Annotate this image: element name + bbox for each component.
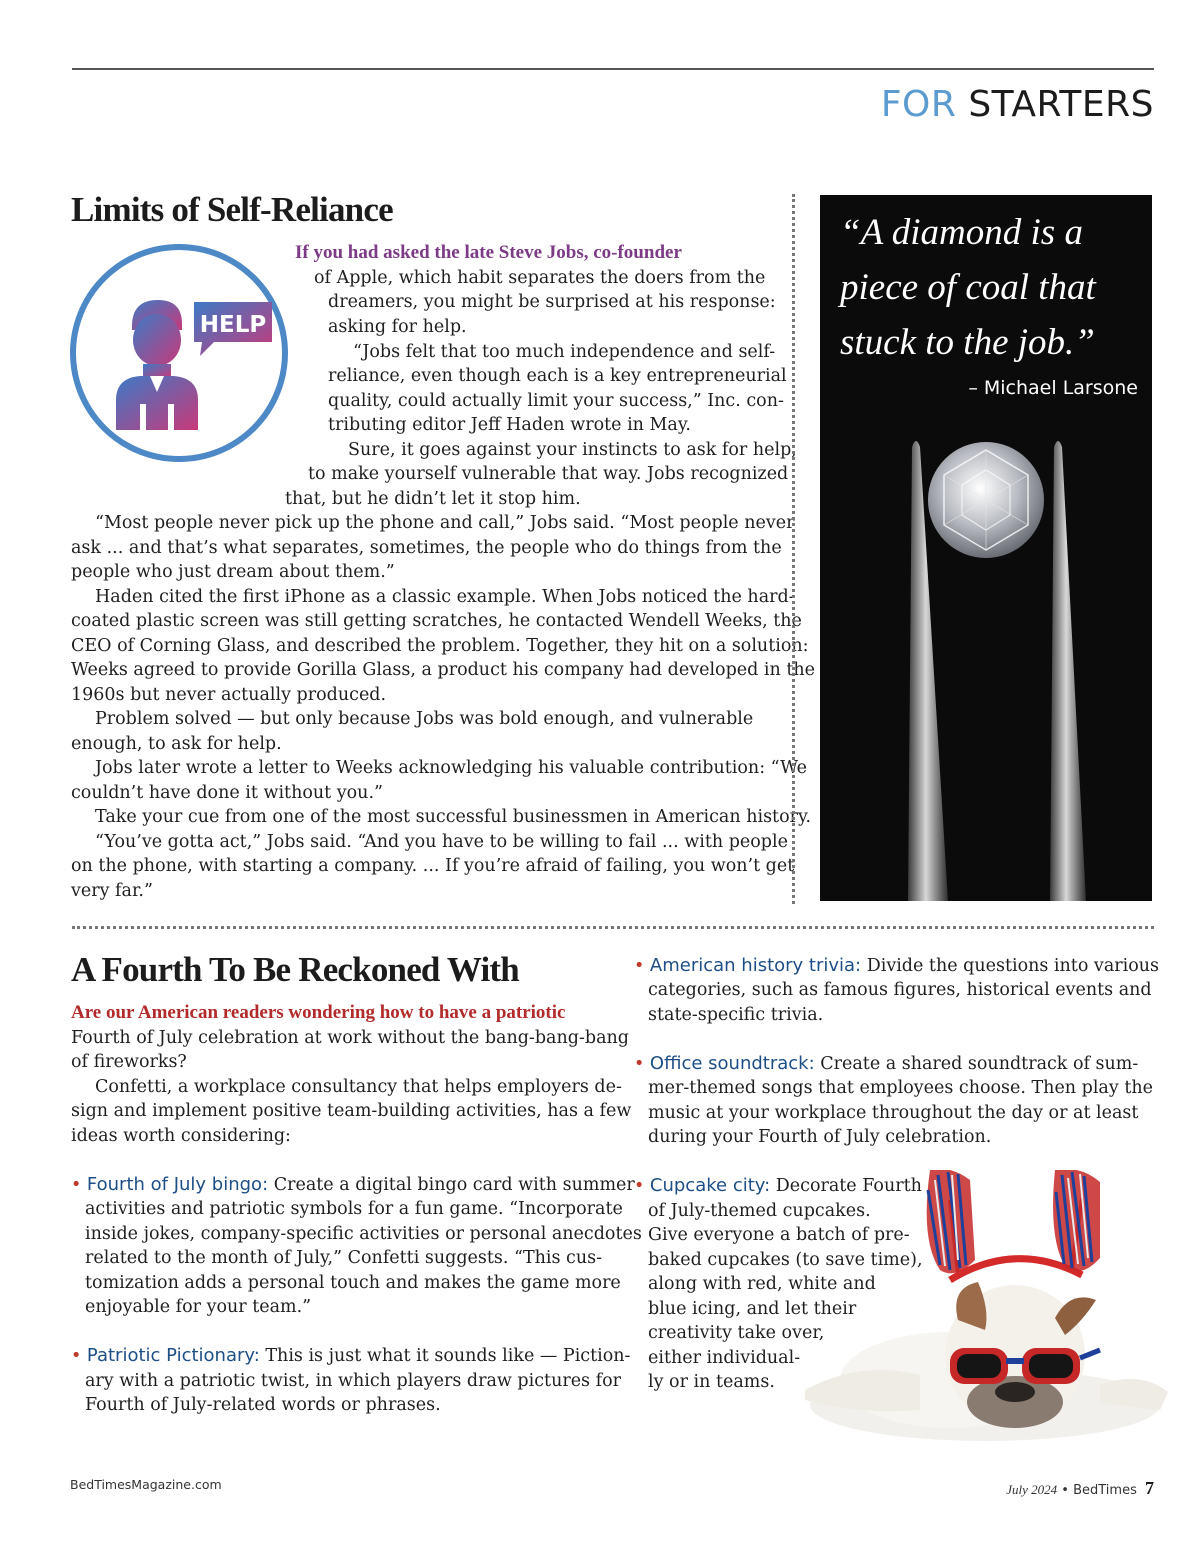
bullet-text: Decorate Fourth — [770, 1176, 922, 1196]
bullet-dot: • — [634, 1176, 645, 1196]
bullet-label: Cupcake city: — [649, 1175, 771, 1196]
article2-line: Fourth of July celebration at work without the bang-bang-bang — [71, 1028, 629, 1048]
bullet-line: during your Fourth of July celebration. — [648, 1127, 992, 1147]
bullet-label: American history trivia: — [649, 955, 862, 976]
bullet-soundtrack — [634, 1052, 1138, 1077]
article1-line: Problem solved — but only because Jobs was bold enough, and vulnerable — [95, 709, 754, 729]
bullet-label: Fourth of July bingo: — [86, 1174, 269, 1195]
bullet-line: ly or in teams. — [648, 1372, 775, 1392]
article1-line: quality, could actually limit your success,” Inc. con- — [328, 391, 784, 411]
article2-line: sign and implement positive team-building activities, has a few — [71, 1101, 632, 1121]
article1-line: reliance, even though each is a key entrepreneurial — [328, 366, 787, 386]
bullet-line: enjoyable for your team.” — [85, 1297, 312, 1317]
bullet-line: blue icing, and let their — [648, 1299, 857, 1319]
section-header-starters: STARTERS — [968, 84, 1154, 125]
article1-line: enough, to ask for help. — [71, 734, 282, 754]
bullet-label: Patriotic Pictionary: — [86, 1345, 260, 1366]
bullet-line: tomization adds a personal touch and makes the game more — [85, 1273, 621, 1293]
pull-quote: “A diamond is a piece of coal that stuck to the job.” — [840, 212, 1096, 363]
article1-line: of Apple, which habit separates the doers from the — [314, 268, 766, 288]
article1-line: couldn’t have done it without you.” — [71, 783, 383, 803]
article2-title: A Fourth To Be Reckoned With — [71, 950, 519, 989]
article1-line: asking for help. — [328, 317, 467, 337]
article1-line: CEO of Corning Glass, and described the problem. Together, they hit on a solution: — [71, 636, 809, 656]
diamond-icon — [928, 442, 1044, 558]
article1-title: Limits of Self-Reliance — [71, 190, 393, 229]
bullet-line: state-specific trivia. — [648, 1005, 824, 1025]
footer-separator: • — [1061, 1483, 1069, 1498]
article2-line: ideas worth considering: — [71, 1126, 291, 1146]
bullet-bingo — [71, 1173, 635, 1198]
footer-brand: BedTimes — [1073, 1483, 1137, 1498]
footer-date: July 2024 — [1006, 1482, 1058, 1497]
help-sign-text: HELP — [199, 312, 267, 338]
article1-line: “Jobs felt that too much independence and self- — [353, 342, 776, 362]
bullet-line: baked cupcakes (to save time), — [648, 1250, 923, 1270]
article1-line: “You’ve gotta act,” Jobs said. “And you have to be willing to fail ... with people — [95, 832, 788, 852]
bullet-text: Divide the questions into various — [861, 956, 1160, 976]
bullet-line: either individual- — [648, 1348, 801, 1368]
article1-lead: If you had asked the late Steve Jobs, co-founder — [295, 242, 682, 263]
bullet-line: music at your workplace throughout the day or at least — [648, 1103, 1139, 1123]
vertical-dotted-divider — [792, 194, 795, 904]
article1-line: ask ... and that’s what separates, sometimes, the people who do things from the — [71, 538, 782, 558]
help-illustration — [70, 244, 288, 462]
footer-site: BedTimesMagazine.com — [70, 1477, 222, 1492]
diamond-tweezers-photo — [820, 195, 1152, 901]
article1-line: Haden cited the first iPhone as a classic example. When Jobs noticed the hard- — [95, 587, 795, 607]
bullet-line: Fourth of July-related words or phrases. — [85, 1395, 441, 1415]
bullet-trivia — [634, 954, 1159, 979]
article1-line: that, but he didn’t let it stop him. — [285, 489, 581, 509]
article1-line: Sure, it goes against your instincts to ask for help, — [348, 440, 797, 460]
bullet-line: inside jokes, company-specific activities or personal anecdotes — [85, 1224, 642, 1244]
bullet-line: along with red, white and — [648, 1274, 876, 1294]
bullet-dot: • — [634, 1054, 645, 1074]
bullet-line: ary with a patriotic twist, in which players draw pictures for — [85, 1371, 621, 1391]
footer-issue — [1006, 1478, 1154, 1499]
article1-line: 1960s but never actually produced. — [71, 685, 387, 705]
bullet-line: creativity take over, — [648, 1323, 825, 1343]
bullet-pictionary — [71, 1344, 630, 1369]
article2-lead: Are our American readers wondering how to have a patriotic — [71, 1002, 566, 1023]
bullet-line: categories, such as famous figures, historical events and — [648, 980, 1152, 1000]
article1-line: dreamers, you might be surprised at his response: — [328, 292, 776, 312]
article1-line: “Most people never pick up the phone and call,” Jobs said. “Most people never — [95, 513, 795, 533]
article1-line: people who just dream about them.” — [71, 562, 395, 582]
article1-line: on the phone, with starting a company. ... If you’re afraid of failing, you won’t get — [71, 856, 795, 876]
bullet-text: Create a digital bingo card with summer — [268, 1175, 635, 1195]
article2-line: Confetti, a workplace consultancy that helps employers de- — [95, 1077, 622, 1097]
bullet-dot: • — [71, 1346, 82, 1366]
help-person-icon — [76, 250, 282, 456]
horizontal-dotted-divider — [72, 926, 1154, 929]
page-number: 7 — [1145, 1478, 1154, 1498]
bullet-line: Give everyone a batch of pre- — [648, 1225, 910, 1245]
patriotic-bulldog-photo — [800, 1170, 1170, 1460]
bullet-line: activities and patriotic symbols for a fun game. “Incorporate — [85, 1199, 623, 1219]
article1-line: Weeks agreed to provide Gorilla Glass, a product his company had developed in the — [71, 660, 815, 680]
bullet-dot: • — [71, 1175, 82, 1195]
top-rule — [72, 68, 1154, 70]
bullet-text: Create a shared soundtrack of sum- — [814, 1054, 1139, 1074]
article2-line: of fireworks? — [71, 1052, 187, 1072]
bullet-line: related to the month of July,” Confetti suggests. “This cus- — [85, 1248, 603, 1268]
article1-line: Take your cue from one of the most successful businessmen in American history. — [95, 807, 812, 827]
article1-line: very far.” — [71, 881, 153, 901]
quote-panel — [820, 195, 1152, 901]
bullet-line: of July-themed cupcakes. — [648, 1201, 871, 1221]
bullet-label: Office soundtrack: — [649, 1053, 815, 1074]
article1-line: tributing editor Jeff Haden wrote in May. — [328, 415, 691, 435]
section-header-for: FOR — [880, 84, 957, 125]
bullet-dot: • — [634, 956, 645, 976]
section-header — [881, 84, 1154, 125]
bullet-line: mer-themed songs that employees choose. Then play the — [648, 1078, 1153, 1098]
article1-line: to make yourself vulnerable that way. Jobs recognized — [308, 464, 789, 484]
article1-line: Jobs later wrote a letter to Weeks acknowledging his valuable contribution: “We — [95, 758, 808, 778]
bullet-text: This is just what it sounds like — Piction- — [259, 1346, 631, 1366]
quote-author: – Michael Larsone — [968, 377, 1138, 399]
article1-line: coated plastic screen was still getting scratches, he contacted Wendell Weeks, the — [71, 611, 802, 631]
